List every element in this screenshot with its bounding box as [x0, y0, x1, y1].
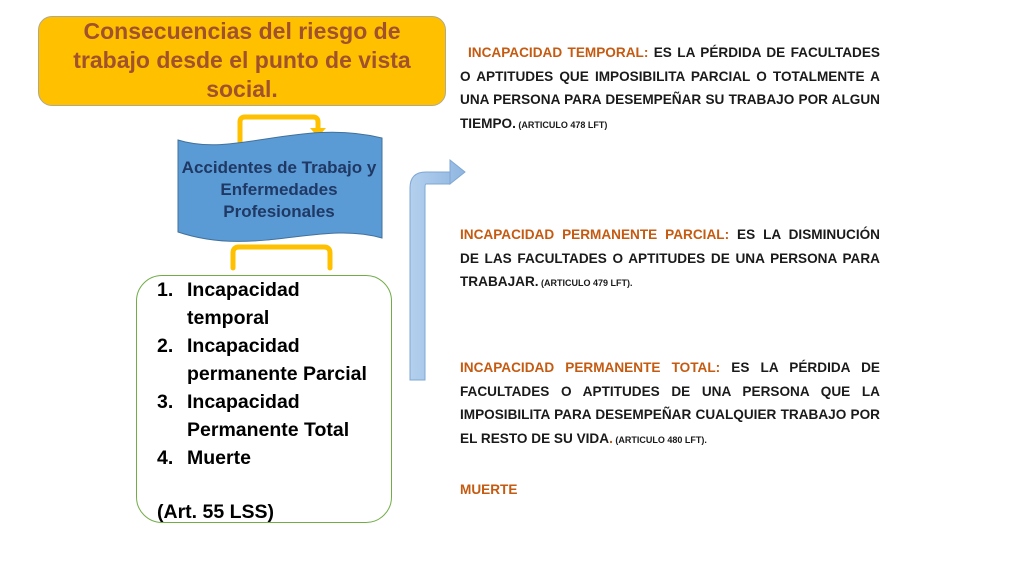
bracket-connector-bottom: [233, 247, 330, 268]
term-death: MUERTE: [460, 482, 518, 497]
term-parcial: INCAPACIDAD PERMANENTE PARCIAL:: [460, 227, 730, 242]
term-temporal: INCAPACIDAD TEMPORAL:: [468, 45, 649, 60]
list-item: 1. Incapacidad temporal: [157, 279, 300, 329]
definition-temporal: [460, 41, 880, 135]
definition-dot: .: [609, 430, 613, 446]
article-reference: (ARTICULO 478 LFT): [515, 119, 608, 130]
list-item: 2. Incapacidad permanente Parcial: [157, 335, 367, 385]
definition-text: ES LA DISMINUCIÓN DE LAS FACULTADES O APTITUDES DE UNA PERSONA PARA TRABAJAR.: [460, 227, 880, 289]
article-reference: (ARTICULO 480 LFT).: [612, 434, 707, 445]
consequences-list: [157, 276, 387, 472]
consequences-list-box: [136, 275, 392, 523]
banner-text: Accidentes de Trabajo y Enfermedades Profesionales: [181, 158, 377, 221]
slide-title: Consecuencias del riesgo de trabajo desde el punto de vista social.: [73, 18, 411, 102]
list-item: 4. Muerte: [157, 447, 251, 469]
list-item: 3. Incapacidad Permanente Total: [157, 391, 350, 441]
term-colon: :: [715, 360, 721, 375]
bent-arrow: [410, 160, 465, 380]
article-reference: (ARTICULO 479 LFT).: [538, 278, 633, 288]
definition-total: [460, 356, 880, 450]
definition-text: ES LA PÉRDIDA DE FACULTADES O APTITUDES DE UNA PERSONA QUE LA IMPOSIBILITA PARA DESEMPEÑAR CUALQUIER TRABAJO POR EL RESTO DE SU VIDA: [460, 360, 880, 446]
definition-parcial: [460, 223, 880, 294]
term-total: INCAPACIDAD PERMANENTE TOTAL: [460, 360, 716, 375]
list-footer: (Art. 55 LSS): [157, 501, 275, 523]
definition-text: ES LA PÉRDIDA DE FACULTADES O APTITUDES QUE IMPOSIBILITA PARCIAL O TOTALMENTE A UNA PERSONA PARA DESEMPEÑAR SU TRABAJO POR ALGUN TIEMPO.: [460, 45, 880, 131]
